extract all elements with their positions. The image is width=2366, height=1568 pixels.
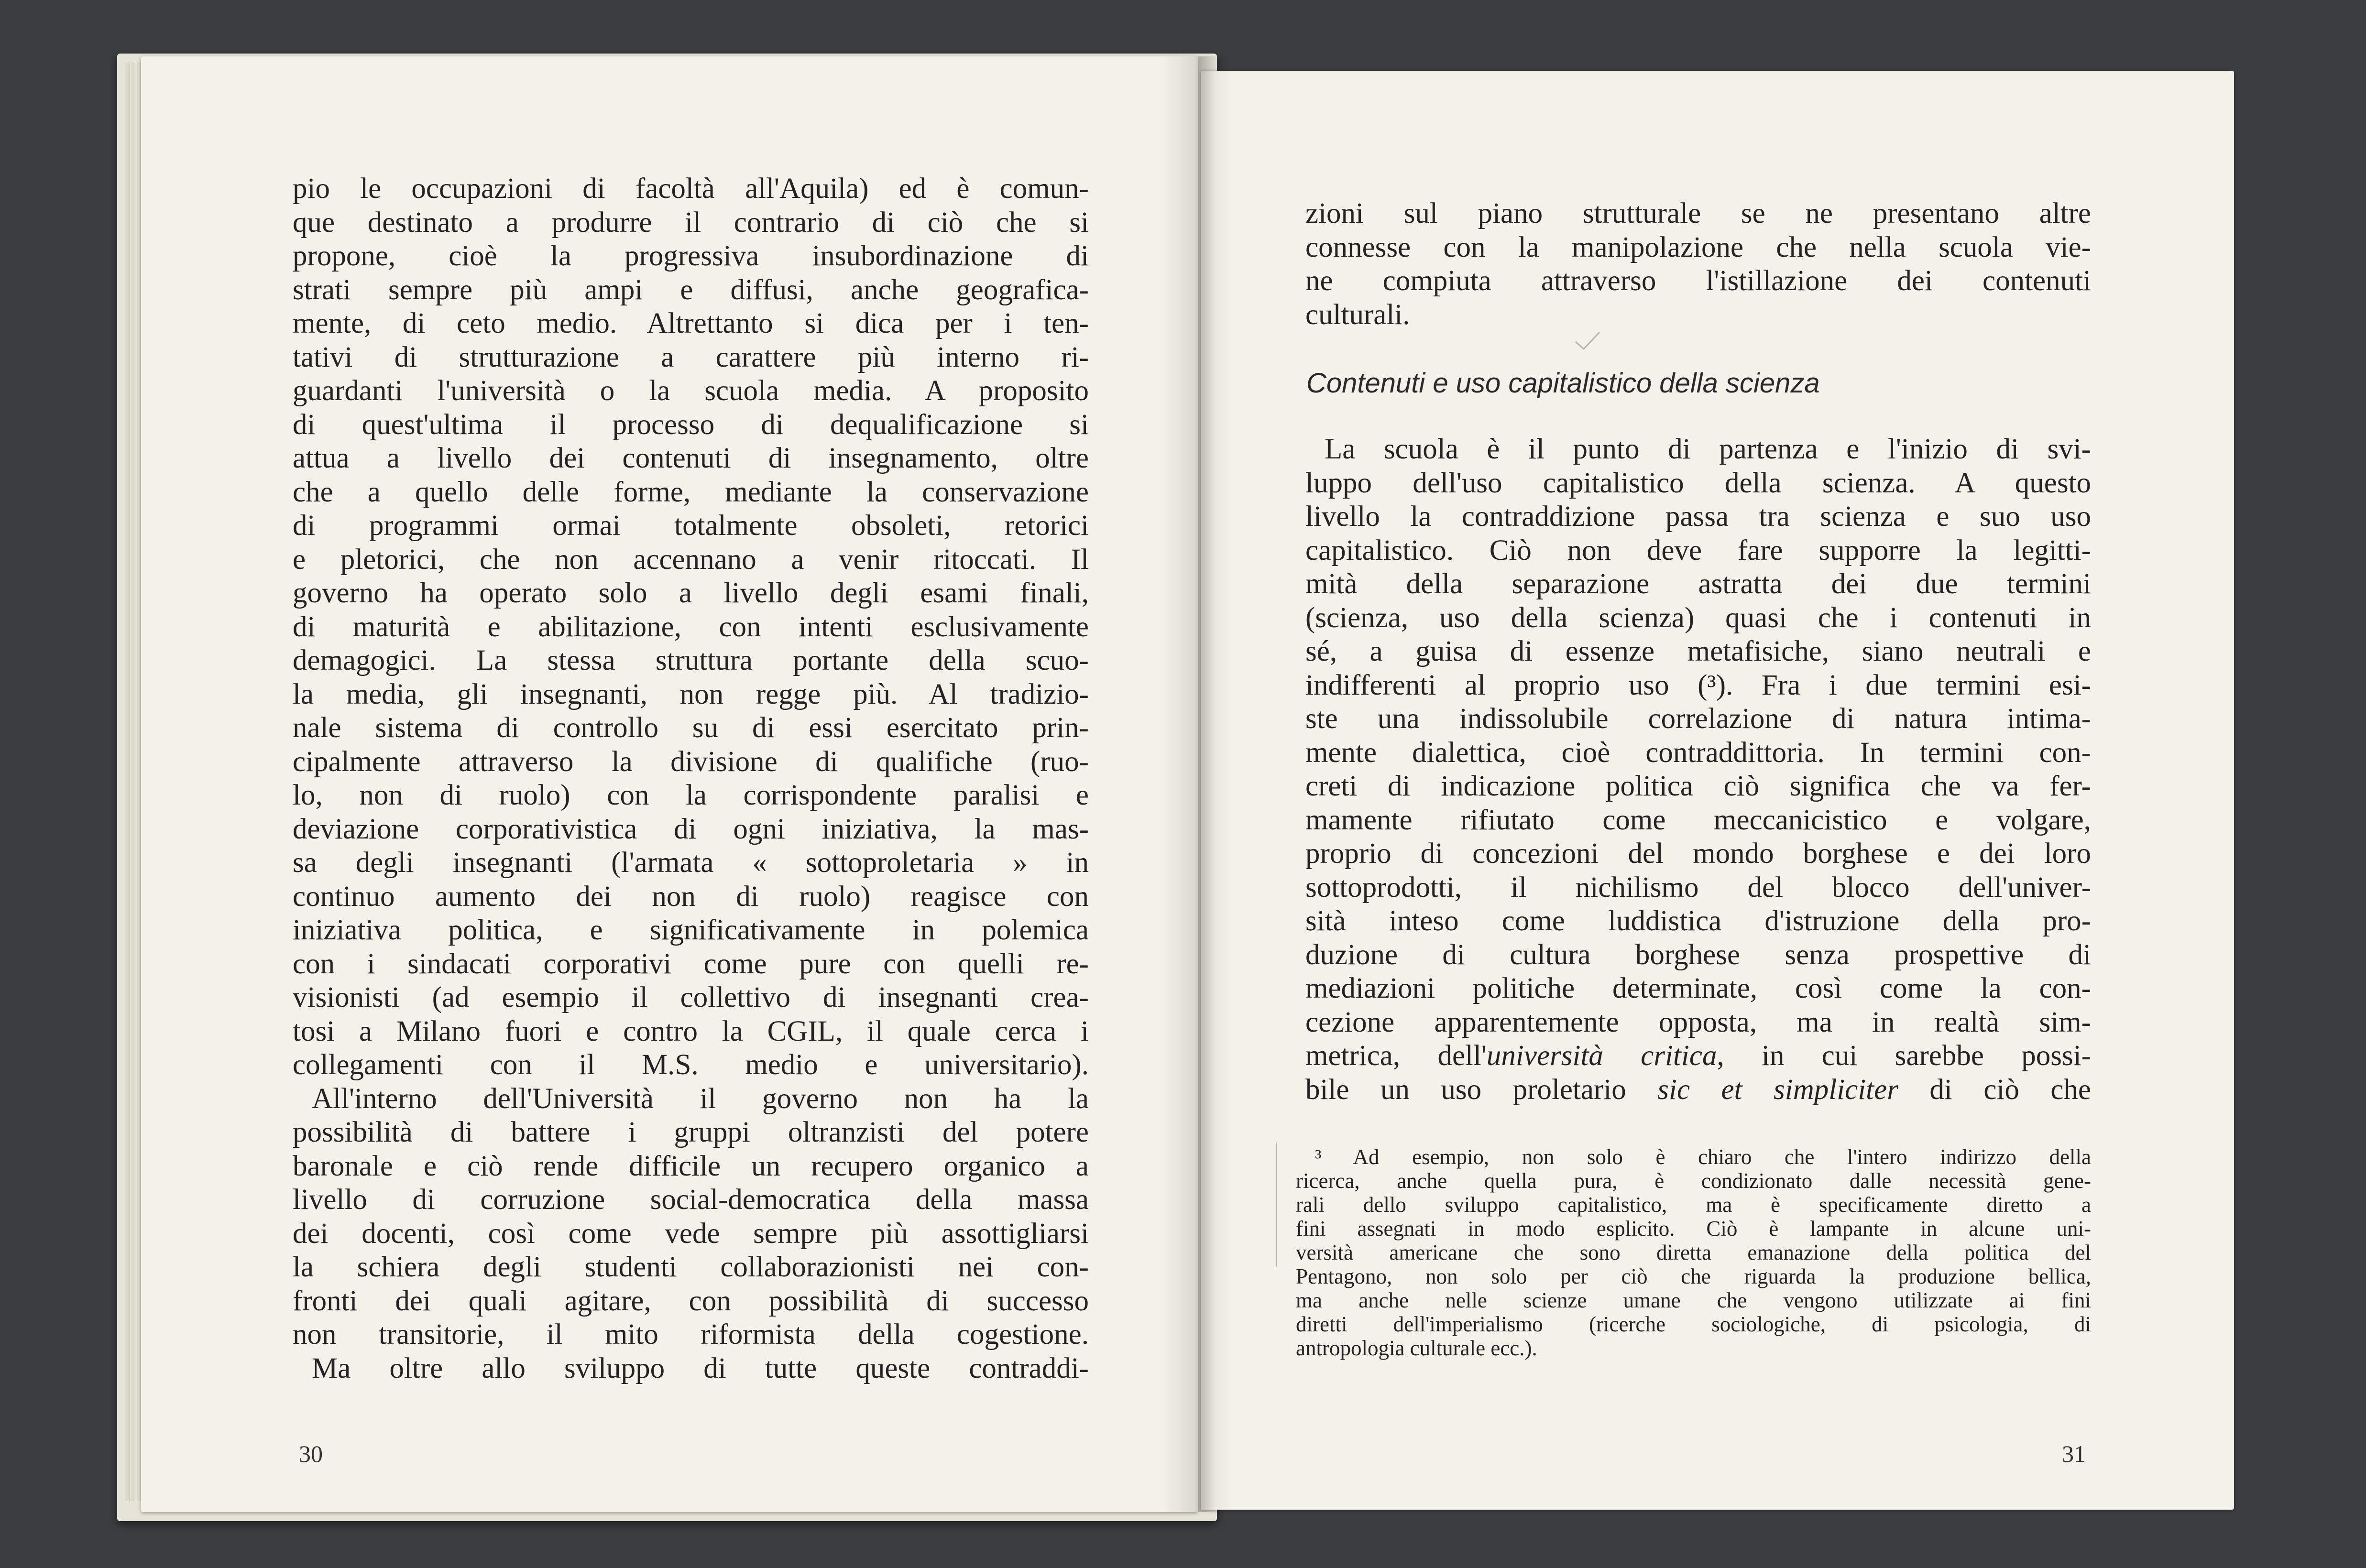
right-page-intro bbox=[1305, 197, 2091, 332]
text-line: collegamenti con il M.S. medio e universitario). bbox=[293, 1049, 1089, 1081]
footnote-line: fini assegnati in modo esplicito. Ciò è lampante in alcune uni- bbox=[1296, 1217, 2091, 1241]
text-line: guardanti l'università o la scuola media. A proposito bbox=[293, 375, 1089, 407]
footnote-line: ³ Ad esempio, non solo è chiaro che l'intero indirizzo della bbox=[1315, 1145, 2091, 1169]
text-line: continuo aumento dei non di ruolo) reagisce con bbox=[293, 880, 1089, 913]
footnote bbox=[1296, 1145, 2091, 1360]
book-gutter bbox=[1162, 56, 1234, 1512]
page-edge bbox=[125, 62, 130, 1501]
text-line: tativi di strutturazione a carattere più interno ri- bbox=[293, 341, 1089, 373]
text-line: con i sindacati corporativi come pure con quelli re- bbox=[293, 947, 1089, 980]
footnote-line: versità americane che sono diretta emanazione della politica del bbox=[1296, 1241, 2091, 1264]
text-line: La scuola è il punto di partenza e l'inizio di svi- bbox=[1325, 433, 2091, 465]
text-line: mente dialettica, cioè contraddittoria. In termini con- bbox=[1305, 736, 2091, 769]
text-line: cipalmente attraverso la divisione di qualifiche (ruo- bbox=[293, 745, 1089, 778]
page-number-left: 30 bbox=[299, 1440, 323, 1467]
footnote-line: rali dello sviluppo capitalistico, ma è specificamente diretto a bbox=[1296, 1193, 2091, 1217]
text-line: sé, a guisa di essenze metafisiche, siano neutrali e bbox=[1305, 635, 2091, 667]
text-line: All'interno dell'Università il governo non ha la bbox=[312, 1082, 1089, 1115]
section-heading: Contenuti e uso capitalistico della scienza bbox=[1306, 368, 1820, 399]
text-line: strati sempre più ampi e diffusi, anche geografica- bbox=[293, 273, 1089, 306]
text-segment: di ciò che bbox=[1898, 1073, 2091, 1106]
text-line: di programmi ormai totalmente obsoleti, retorici bbox=[293, 510, 1089, 542]
text-line: fronti dei quali agitare, con possibilità di successo bbox=[293, 1285, 1089, 1317]
text-line: sa degli insegnanti (l'armata « sottoproletaria » in bbox=[293, 847, 1089, 879]
text-line: non transitorie, il mito riformista della cogestione. bbox=[293, 1318, 1089, 1350]
footnote-line: ricerca, anche quella pura, è condizionato dalle necessità gene- bbox=[1296, 1169, 2091, 1193]
text-line: sità inteso come luddistica d'istruzione della pro- bbox=[1305, 905, 2091, 937]
text-line: dei docenti, così come vede sempre più assottigliarsi bbox=[293, 1217, 1089, 1250]
text-line: tosi a Milano fuori e contro la CGIL, il quale cerca i bbox=[293, 1015, 1089, 1047]
text-line: luppo dell'uso capitalistico della scienza. A questo bbox=[1305, 467, 2091, 499]
text-line: baronale e ciò rende difficile un recupero organico a bbox=[293, 1150, 1089, 1182]
text-line: que destinato a produrre il contrario di ciò che si bbox=[293, 206, 1089, 239]
text-line: la media, gli insegnanti, non regge più. Al tradizio- bbox=[293, 678, 1089, 710]
text-line: duzione di cultura borghese senza prospettive di bbox=[1305, 938, 2091, 971]
text-line: iniziativa politica, e significativamente in polemica bbox=[293, 914, 1089, 946]
text-line: propone, cioè la progressiva insubordinazione di bbox=[293, 240, 1089, 272]
text-line: di maturità e abilitazione, con intenti esclusivamente bbox=[293, 610, 1089, 643]
footnote-line: Pentagono, non solo per ciò che riguarda la produzione bellica, bbox=[1296, 1264, 2091, 1288]
text-line: la schiera degli studenti collaborazionisti nei con- bbox=[293, 1251, 1089, 1283]
italic-segment: università critica bbox=[1486, 1040, 1717, 1072]
text-line: creti di indicazione politica ciò significa che va fer- bbox=[1305, 770, 2091, 802]
text-line: culturali. bbox=[1305, 298, 1410, 331]
footnote-line: diretti dell'imperialismo (ricerche sociologiche, di psicologia, di bbox=[1296, 1312, 2091, 1336]
page-number-right: 31 bbox=[2062, 1440, 2086, 1467]
text-segment: bile un uso proletario bbox=[1305, 1073, 1658, 1106]
text-line: visionisti (ad esempio il collettivo di insegnanti crea- bbox=[293, 981, 1089, 1013]
text-line: mamente rifiutato come meccanicistico e volgare, bbox=[1305, 804, 2091, 836]
text-line: ne compiuta attraverso l'istillazione dei contenuti bbox=[1305, 265, 2091, 297]
text-line: e pletorici, che non accennano a venir ritoccati. Il bbox=[293, 543, 1089, 576]
italic-segment: sic et simpliciter bbox=[1657, 1073, 1898, 1106]
text-line: di quest'ultima il processo di dequalificazione si bbox=[293, 408, 1089, 441]
text-line: capitalistico. Ciò non deve fare supporre la legitti- bbox=[1305, 534, 2091, 566]
text-line: che a quello delle forme, mediante la conservazione bbox=[293, 476, 1089, 508]
text-line: livello la contraddizione passa tra scienza e suo uso bbox=[1305, 501, 2091, 533]
text-line: mente, di ceto medio. Altrettanto si dica per i ten- bbox=[293, 307, 1089, 339]
text-line: (scienza, uso della scienza) quasi che i contenuti in bbox=[1305, 601, 2091, 634]
text-line: sottoprodotti, il nichilismo del blocco dell'univer- bbox=[1305, 871, 2091, 904]
text-line: attua a livello dei contenuti di insegnamento, oltre bbox=[293, 442, 1089, 474]
text-line: pio le occupazioni di facoltà all'Aquila) ed è comun- bbox=[293, 173, 1089, 205]
text-line: demagogici. La stessa struttura portante della scuo- bbox=[293, 644, 1089, 676]
text-line bbox=[1305, 1039, 2091, 1073]
text-line: nale sistema di controllo su di essi esercitato prin- bbox=[293, 712, 1089, 744]
text-line: connesse con la manipolazione che nella scuola vie- bbox=[1305, 231, 2091, 263]
page-edge bbox=[137, 62, 141, 1501]
text-line: ste una indissolubile correlazione di natura intima- bbox=[1305, 703, 2091, 735]
text-line: livello di corruzione social-democratica della massa bbox=[293, 1184, 1089, 1216]
text-segment: metrica, dell' bbox=[1305, 1040, 1487, 1072]
text-line: indifferenti al proprio uso (³). Fra i due termini esi- bbox=[1305, 669, 2091, 701]
text-line: lo, non di ruolo) con la corrispondente paralisi e bbox=[293, 779, 1089, 811]
text-line: mediazioni politiche determinate, così come la con- bbox=[1305, 972, 2091, 1004]
text-line: proprio di concezioni del mondo borghese e dei loro bbox=[1305, 838, 2091, 870]
page-edge bbox=[131, 62, 135, 1501]
text-line: cezione apparentemente opposta, ma in realtà sim- bbox=[1305, 1006, 2091, 1038]
text-line: governo ha operato solo a livello degli esami finali, bbox=[293, 577, 1089, 609]
text-line: Ma oltre allo sviluppo di tutte queste contraddi- bbox=[312, 1352, 1089, 1384]
left-page-body bbox=[293, 172, 1089, 1385]
text-segment: , in cui sarebbe possi- bbox=[1717, 1040, 2091, 1072]
footnote-line: antropologia culturale ecc.). bbox=[1296, 1336, 1537, 1360]
pencil-check-mark bbox=[1573, 330, 1602, 354]
footnote-line: ma anche nelle scienze umane che vengono utilizzate ai fini bbox=[1296, 1288, 2091, 1312]
right-page-body bbox=[1305, 433, 2091, 1107]
text-line: deviazione corporativistica di ogni iniziativa, la mas- bbox=[293, 813, 1089, 845]
text-line: possibilità di battere i gruppi oltranzisti del potere bbox=[293, 1116, 1089, 1148]
text-line: mità della separazione astratta dei due termini bbox=[1305, 568, 2091, 600]
pencil-margin-line bbox=[1276, 1143, 1287, 1267]
text-line: zioni sul piano strutturale se ne presentano altre bbox=[1305, 197, 2091, 229]
text-line bbox=[1305, 1073, 2091, 1107]
